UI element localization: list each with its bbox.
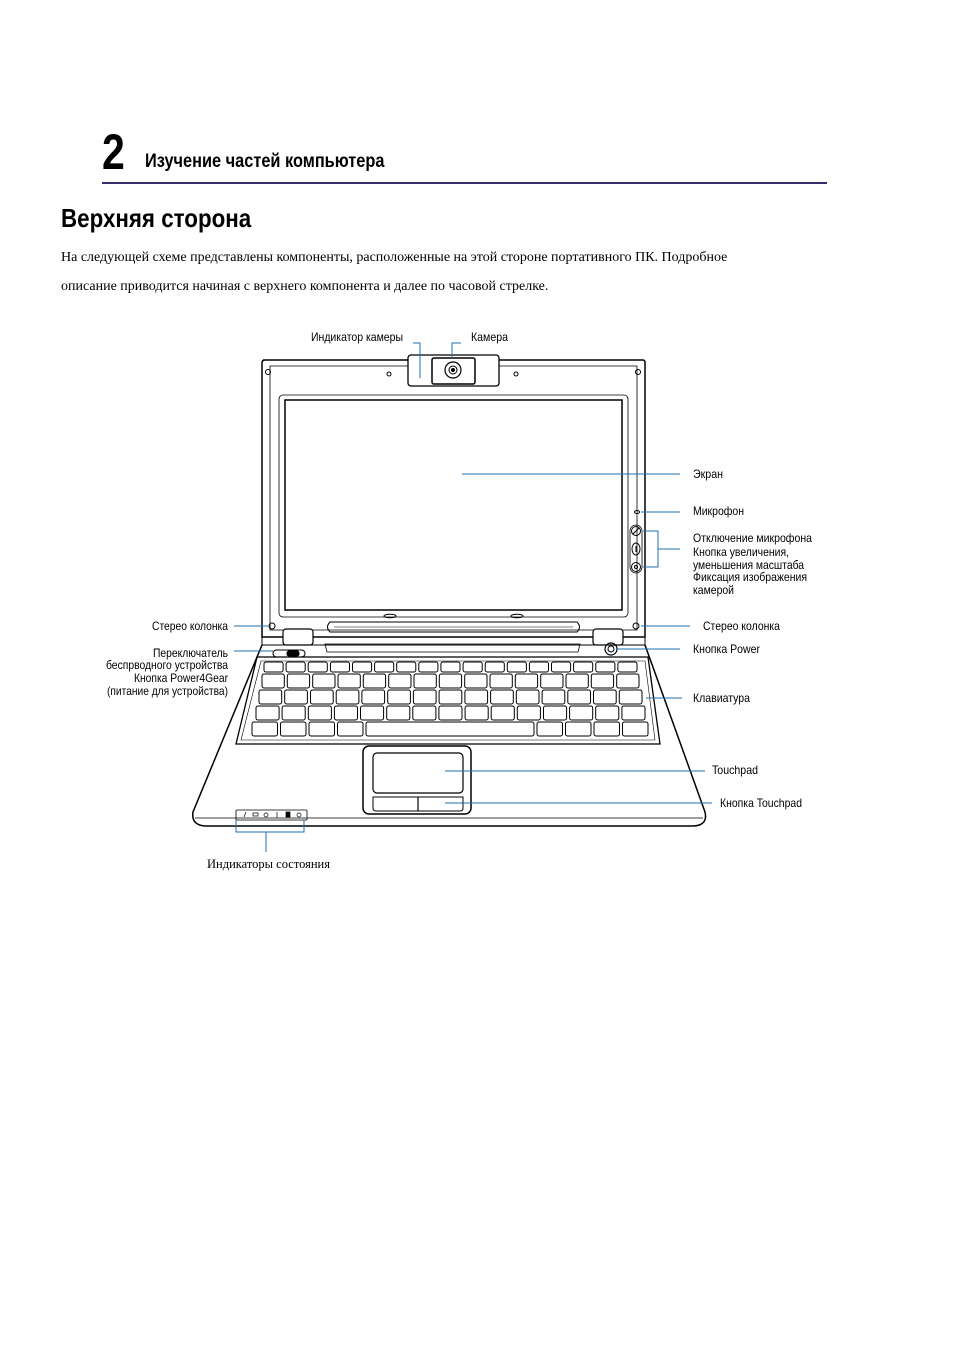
keyboard-key <box>439 706 462 720</box>
label-camera-indicator: Индикатор камеры <box>311 330 403 344</box>
keyboard-key <box>361 706 384 720</box>
keyboard-key <box>363 674 385 688</box>
keyboard-key <box>541 674 563 688</box>
keyboard-key <box>618 662 637 672</box>
keyboard-key <box>264 662 283 672</box>
keyboard-key <box>485 662 504 672</box>
keyboard-key <box>414 674 436 688</box>
keyboard-key <box>507 662 526 672</box>
keyboard-key <box>490 674 512 688</box>
keyboard-key <box>256 706 279 720</box>
keyboard-key <box>515 674 537 688</box>
keyboard-key <box>516 690 539 704</box>
label-wireless-1: Переключатель <box>153 646 228 660</box>
keyboard-key <box>568 690 591 704</box>
keyboard-key <box>286 662 305 672</box>
keyboard-key <box>313 674 335 688</box>
label-touchpad-button: Кнопка Touchpad <box>720 796 802 810</box>
keyboard-key <box>566 674 588 688</box>
keyboard-key <box>542 690 565 704</box>
keyboard-key <box>336 690 359 704</box>
label-wireless-4: (питание для устройства) <box>107 684 228 698</box>
keyboard-key <box>287 674 309 688</box>
label-screen: Экран <box>693 467 723 481</box>
keyboard-key <box>311 690 334 704</box>
callout-labels <box>106 330 812 871</box>
label-freeze-1: Фиксация изображения <box>693 570 807 584</box>
keyboard-key <box>362 690 385 704</box>
callout-lines <box>234 343 712 852</box>
keyboard-key <box>388 690 411 704</box>
keyboard-key <box>334 706 357 720</box>
keyboard-key <box>259 690 282 704</box>
keyboard-key <box>574 662 593 672</box>
keyboard-key <box>617 674 639 688</box>
keyboard-key <box>619 690 642 704</box>
label-stereo-right: Стерео колонка <box>703 619 781 633</box>
label-zoom-1: Кнопка увеличения, <box>693 545 789 559</box>
keyboard-key <box>623 722 649 736</box>
keyboard-key <box>309 722 335 736</box>
label-power-button: Кнопка Power <box>693 642 760 656</box>
keyboard-key <box>570 706 593 720</box>
chapter-title: Изучение частей компьютера <box>145 151 385 172</box>
keyboard-key <box>537 722 563 736</box>
keyboard-key <box>594 690 617 704</box>
keyboard-key <box>282 706 305 720</box>
label-wireless-3: Кнопка Power4Gear <box>134 671 228 685</box>
keyboard-key <box>338 674 360 688</box>
keyboard-key <box>491 690 514 704</box>
label-status-indicators: Индикаторы состояния <box>207 857 331 871</box>
label-touchpad: Touchpad <box>712 763 758 777</box>
keyboard-key <box>622 706 645 720</box>
keyboard-key <box>262 674 284 688</box>
keyboard-key <box>566 722 592 736</box>
keyboard-key <box>491 706 514 720</box>
label-freeze-2: камерой <box>693 583 734 597</box>
keyboard-key <box>529 662 548 672</box>
keyboard-key <box>308 706 331 720</box>
keyboard-key <box>285 690 308 704</box>
intro-line-1: На следующей схеме представлены компоненты, расположенные на этой стороне портативного ПК. Подробное <box>61 250 728 265</box>
chapter-number: 2 <box>102 124 125 180</box>
label-stereo-left: Стерео колонка <box>152 619 229 633</box>
keyboard-key <box>419 662 438 672</box>
keyboard-key <box>281 722 307 736</box>
keyboard-key <box>330 662 349 672</box>
label-microphone: Микрофон <box>693 504 744 518</box>
keyboard-key <box>439 690 462 704</box>
keyboard-key <box>353 662 372 672</box>
keyboard-key <box>517 706 540 720</box>
keyboard-key <box>465 690 488 704</box>
keyboard-key <box>413 690 436 704</box>
keyboard-key <box>596 662 615 672</box>
keyboard-key <box>413 706 436 720</box>
intro-line-2: описание приводится начиная с верхнего компонента и далее по часовой стрелке. <box>61 279 549 294</box>
keyboard-key <box>397 662 416 672</box>
keyboard-key <box>375 662 394 672</box>
keyboard-key <box>544 706 567 720</box>
keyboard-key <box>252 722 278 736</box>
label-keyboard: Клавиатура <box>693 691 751 705</box>
keyboard-key <box>465 706 488 720</box>
keyboard-key <box>463 662 482 672</box>
keyboard-key <box>591 674 613 688</box>
laptop-illustration <box>193 355 706 826</box>
keyboard-key <box>389 674 411 688</box>
keyboard-key <box>439 674 461 688</box>
keyboard-key <box>594 722 620 736</box>
keyboard-keys <box>252 662 648 736</box>
keyboard-key <box>441 662 460 672</box>
keyboard-key <box>596 706 619 720</box>
keyboard-key <box>366 722 534 736</box>
label-camera: Камера <box>471 330 509 344</box>
label-mic-mute: Отключение микрофона <box>693 531 813 545</box>
keyboard-key <box>338 722 364 736</box>
label-wireless-2: беспрводного устройства <box>106 658 229 672</box>
keyboard-key <box>387 706 410 720</box>
keyboard-key <box>308 662 327 672</box>
label-zoom-2: уменьшения масштаба <box>693 558 805 572</box>
section-title: Верхняя сторона <box>61 203 252 233</box>
keyboard-key <box>465 674 487 688</box>
keyboard-key <box>552 662 571 672</box>
